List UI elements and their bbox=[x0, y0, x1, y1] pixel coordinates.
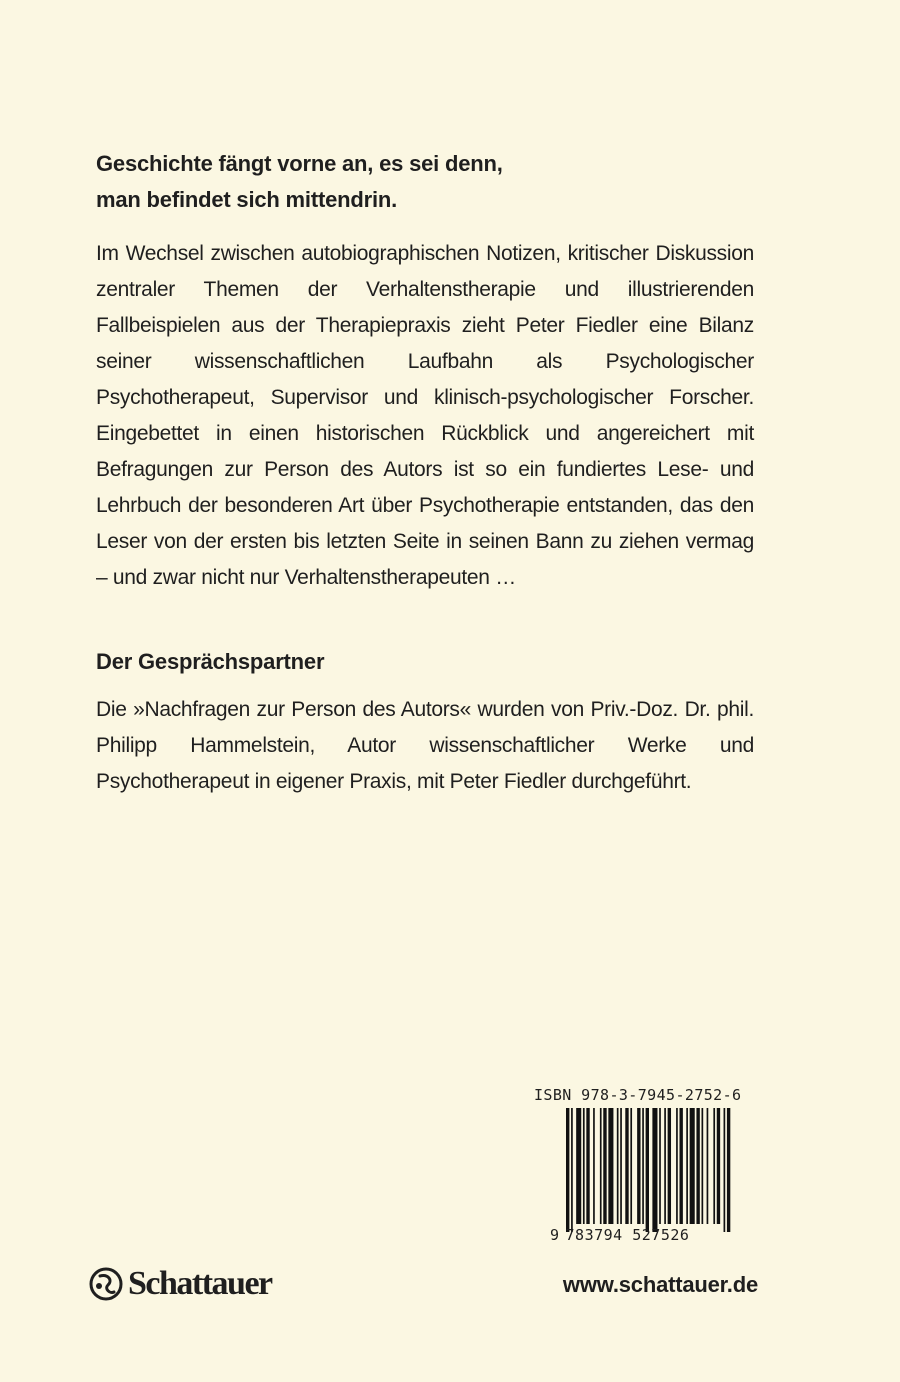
barcode-bar bbox=[583, 1108, 585, 1224]
barcode-bar bbox=[646, 1108, 649, 1232]
barcode-bar bbox=[727, 1108, 730, 1232]
barcode-bar bbox=[566, 1108, 569, 1232]
barcode-bar bbox=[630, 1108, 632, 1224]
barcode-bar bbox=[717, 1108, 720, 1224]
barcode-bar bbox=[659, 1108, 661, 1224]
barcode-bar bbox=[600, 1108, 602, 1224]
barcode-bar bbox=[690, 1108, 695, 1224]
tagline-line-1: Geschichte fängt vorne an, es sei denn, bbox=[96, 151, 503, 176]
barcode-bar bbox=[620, 1108, 622, 1224]
barcode-bar bbox=[696, 1108, 699, 1224]
barcode-digit-lead: 9 bbox=[550, 1226, 560, 1244]
barcode-bar bbox=[679, 1108, 682, 1224]
publisher-name: Schattauer bbox=[128, 1265, 272, 1302]
barcode-bar bbox=[637, 1108, 640, 1224]
barcode-bar bbox=[586, 1108, 589, 1224]
barcode-digits-rest: 783794 527526 bbox=[565, 1226, 690, 1244]
barcode-bar bbox=[617, 1108, 619, 1224]
barcode-bar bbox=[668, 1108, 671, 1224]
isbn-barcode bbox=[566, 1108, 732, 1232]
book-description: Im Wechsel zwischen autobiographischen Notizen, kritischer Diskussion zentraler Themen der Verhaltenstherapie und illustrierenden Fallbeispielen aus der Therapiepraxis zieht Peter Fiedler eine Bilanz seiner wissenschaftlichen Laufbahn als Psychologischer Psychotherapeut, Supervisor und klinisch-psychologischer Forscher. Eingebettet in einen historischen Rückblick und angereichert mit Befragungen zur Person des Autors ist so ein fundiertes Lese- und Lehrbuch der besonderen Art über Psychotherapie entstanden, das den Leser von der ersten bis letzten Seite in seinen Bann zu ziehen vermag – und zwar nicht nur Verhaltenstherapeuten … bbox=[96, 242, 754, 589]
publisher-logo bbox=[88, 1264, 272, 1304]
barcode-bar bbox=[576, 1108, 581, 1224]
schattauer-logo-icon bbox=[88, 1266, 124, 1302]
tagline bbox=[96, 146, 754, 218]
barcode-bar bbox=[676, 1108, 678, 1224]
barcode-bar bbox=[642, 1108, 644, 1224]
isbn-label: ISBN 978-3-7945-2752-6 bbox=[534, 1086, 742, 1104]
barcode-bar bbox=[707, 1108, 709, 1224]
cover-text-block bbox=[96, 146, 754, 800]
section-heading: Der Gesprächspartner bbox=[96, 649, 325, 674]
barcode-digits bbox=[550, 1226, 740, 1244]
barcode-bar bbox=[713, 1108, 715, 1224]
barcode-bar bbox=[664, 1108, 666, 1224]
barcode-bar bbox=[686, 1108, 688, 1224]
publisher-website: www.schattauer.de bbox=[562, 1272, 758, 1297]
barcode-bar bbox=[625, 1108, 628, 1224]
tagline-line-2: man befindet sich mittendrin. bbox=[96, 187, 398, 212]
barcode-bar bbox=[603, 1108, 606, 1224]
barcode-bar bbox=[652, 1108, 657, 1232]
barcode-bar bbox=[702, 1108, 704, 1224]
barcode-bar bbox=[571, 1108, 573, 1232]
section-text: Die »Nachfragen zur Person des Autors« wurden von Priv.-Doz. Dr. phil. Philipp Hammelstein, Autor wissenschaftlicher Werke und Psychotherapeut in eigener Praxis, mit Peter Fiedler durchgeführt. bbox=[96, 698, 754, 793]
barcode-bar bbox=[593, 1108, 595, 1224]
barcode-bar bbox=[608, 1108, 613, 1224]
barcode-bar bbox=[724, 1108, 726, 1232]
